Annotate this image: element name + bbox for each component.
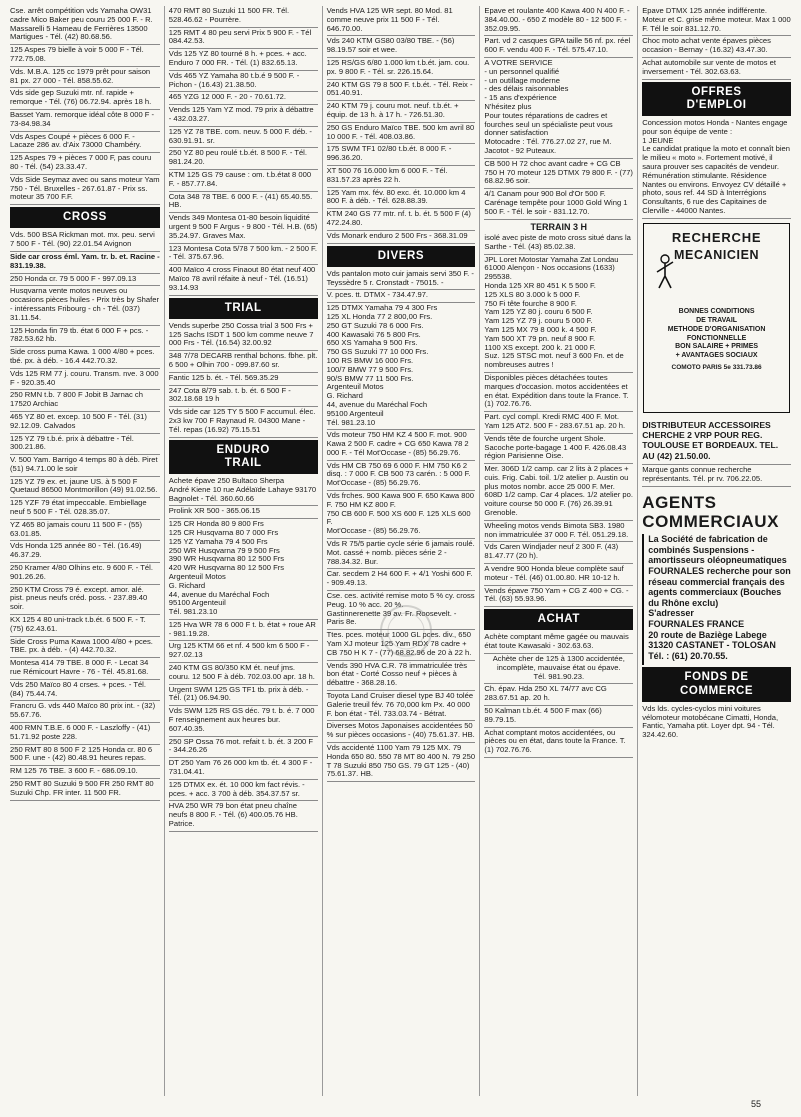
classified-ad: JPL Loret Motostar Yamaha Zat Londau 61000 Alençon - Nos occasions (1633) 295538. Honda 125 XR 80 451 K 5 500 F. 125 XLS 80 3.000 k 5 000 F. 750 Fi tête fourche 8 900 F. Yam 125 YZ 80 j. couru 6 500 F. Yam 125 YZ 79 j. couru 5 000 F. Yam 125 MX 79 8 000 k. 4 500 F. Yam 500 XT 79 pn. neuf 8 900 F. 1100 XS except. 200 k. 21 000 F. Suz. 125 STSC mot. neuf 3 600 Fn. et de nombreuses autres ! [484, 255, 633, 373]
mechanic-ad-phone: COMOTO PARIS 5e 331.73.86 [671, 363, 762, 371]
section-header: ENDURO TRAIL [169, 440, 318, 474]
classified-ad: Vends tête de fourche urgent Shole. Sacoche porte-bagage 1 400 F. 426.08.43 région Parisienne Oise. [484, 434, 633, 464]
classified-ad: Vends 390 HVA C.R. 78 immatriculée très bon état - Corté Cosso neuf + pièces à débattre - 368.28.16. [327, 661, 476, 691]
distributor-ad: DISTRIBUTEUR ACCESSOIRES CHERCHE 2 VRP POUR REG. TOULOUSE ET BORDEAUX. TEL. AU (42) 21.50.00. [642, 417, 791, 465]
classified-ad: 470 RMT 80 Suzuki 11 500 FR. Tél. 528.46.62 - Pourrère. [169, 6, 318, 28]
classified-ad: Urg 125 KTM 66 et nf. 4 500 km 6 500 F - 927.02.13 [169, 641, 318, 663]
classified-ad: 240 KTM 79 j. couru mot. neuf. t.b.ét. + équip. de 13 h. à 17 h. - 726.51.30. [327, 101, 476, 123]
classified-ad: KTM 125 GS 79 cause : om. t.b.état 8 000 F. - 857.77.84. [169, 170, 318, 192]
classified-ad: Cota 348 78 TBE. 6 000 F. - (41) 65.40.55. HB. [169, 192, 318, 214]
classified-ad: Vds Side Seymaz avec ou sans moteur Yam 750 - Tél. Bruxelles - 267.61.87 - Prix ss. moteur 35 700 F.F. [10, 175, 160, 205]
classified-ad: Achete épave 250 Bultaco Sherpa André Kiene 10 rue Adélaïde Lahaye 93170 Bagnolet - Tél. 360.60.66 [169, 476, 318, 506]
classified-ad: Vds HM CB 750 69 6 000 F. HM 750 K6 2 disq. : 7 000 F. CB 500 73 carén. : 5 000 F. Mot'Occase - (85) 56.29.76. [327, 461, 476, 491]
classified-ad: HVA 250 WR 79 bon état pneu chaîne neufs 8 800 F. - Tél. (6) 400.05.76 HB. Patrice. [169, 801, 318, 831]
column-1 [6, 6, 164, 1096]
classified-ad: 125 YZ 79 ex. et. jaune US. à 5 500 F Quetaud 86500 Montmorillon (49) 91.02.56. [10, 477, 160, 499]
classified-ad: Marque gants connue recherche représentants. Tél. pr rv. 706.22.05. [642, 465, 791, 487]
classified-ad: 400 Maïco 4 cross Finaout 80 état neuf 400 Maïco 78 avril réfaite à neuf - Tél. (16.51) 93.14.93 [169, 265, 318, 295]
classified-ad: Side car cross éml. Yam. tr. b. et. Racine - 831.19.38. [10, 252, 160, 274]
section-header: OFFRES D'EMPLOI [642, 82, 791, 116]
classified-ad: V. pces. tt. DTMX - 734.47.97. [327, 290, 476, 303]
classified-ad: 125 DTMX ex. ét. 10 000 km fact révis. - pces. + acc. 3 700 à déb. 354.37.57 sr. [169, 780, 318, 802]
classified-ad: Urgent SWM 125 GS TF1 tb. prix à déb. - Tél. (21) 06.94.90. [169, 685, 318, 707]
classified-ad: Toyota Land Cruiser diesel type BJ 40 tolée Galerie treuil fév. 76 70,000 km Px. 40 000 F. bon état - Tél. 733.03.74 - Bétrat. [327, 691, 476, 721]
classified-ad: 240 KTM GS 80/350 KM ét. neuf jms. couru. 12 500 F à déb. 702.03.00 apr. 18 h. [169, 663, 318, 685]
classified-ad: Cse. arrêt compétition vds Yamaha OW31 cadre Mico Baker peu couru 25 000 F. - R. Massarelli 5 Hameau de Ferrières 13500 Martigues - Tél. (42) 80.68.56. [10, 6, 160, 45]
mechanic-ad-title: RECHERCHE [671, 229, 762, 245]
classified-ad: KX 125 4 80 uni-track t.b.ét. 6 500 F. - T. (75) 62.43.61. [10, 615, 160, 637]
classified-ad: Choc moto achat vente épaves pièces occasion - Bernay - (16.32) 43.47.30. [642, 36, 791, 58]
classified-ad: 240 KTM GS 79 8 500 F. t.b.ét. - Tél. Reix - 051.40.91. [327, 80, 476, 102]
section-header: CROSS [10, 207, 160, 228]
classified-ad: Epave DTMX 125 année indifférente. Moteur et C. grise même moteur. Max 1 000 F. Tél le soir 831.12.70. [642, 6, 791, 36]
classified-ad: Vends épave 750 Yam + CG Z 400 + CG. - Tél. (63) 55.93.96. [484, 586, 633, 608]
page-number: 55 [750, 1099, 761, 1109]
mechanic-ad-box [643, 223, 790, 413]
classified-ad: 125 Honda fin 79 tb. état 6 000 F + pcs. - 782.53.62 hb. [10, 326, 160, 348]
classified-ad: Francru G. vds 440 Maïco 80 prix int. - (32) 55.67.76. [10, 701, 160, 723]
classified-ad: 125 Hva WR 78 6 000 F t. b. état + roue AR - 981.19.28. [169, 620, 318, 642]
agents-ad: La Société de fabrication de combinés Suspensions - amortisseurs oléopneumatiques FOURNALES recherche pour son réseau commercial français des agents commerciaux (Bouches du Rhône exclu) S'adresser FOURNALES FRANCE 20 route de Baziège Labege 31320 CASTANET - TOLOSAN Tél. : (61) 20.70.55. [642, 534, 791, 665]
column-5 [637, 6, 795, 1096]
classified-ad: 125 YZF 79 état impeccable. Embiellage neuf 5 500 F - Tél. 028.35.07. [10, 498, 160, 520]
classified-ad: 250 Honda cr. 79 5 000 F - 997.09.13 [10, 274, 160, 287]
classified-ad: Concession motos Honda - Nantes engage pour son équipe de vente : 1 JEUNE Le candidat pratique la moto et connaît bien le milieu « moto ». Fortement motivé, il saura prouver ses capacités de vendeur. Rémunération stimulante. Résidence Nantes ou environs. Envoyez CV détaillé + photo, sous ref. 44 SD à Interrégions Consultants, 6 rue des Capitaines de Clerville - 44000 Nantes. [642, 118, 791, 219]
classified-ad: Vds. M.B.A. 125 cc 1979 prêt pour saison 81 px. 27 000 - Tél. 858.55.62. [10, 67, 160, 89]
classified-ad: Vds Honda 125 année 80 - Tél. (16.49) 46.37.29. [10, 541, 160, 563]
classified-ad: Vds R 75/5 partie cycle série 6 jamais roulé. Mot. cassé + nomb. pièces série 2 - 788.34.32. Bur. [327, 539, 476, 569]
section-header: DIVERS [327, 246, 476, 267]
section-header: ACHAT [484, 609, 633, 630]
classified-ad: RM 125 76 TBE. 3 600 F. - 686.09.10. [10, 766, 160, 779]
classified-ad: Vends 125 Yam YZ mod. 79 prix à débattre - 432.03.27. [169, 105, 318, 127]
classified-ad: Vends superbe 250 Cossa trial 3 500 Frs + 125 Sachs ISDT 1 500 km comme neuve 7 000 Frs - Tél. (16.54) 32.00.92 [169, 321, 318, 351]
classified-ad: Vds 125 RM 77 j. couru. Transm. nve. 3 000 F - 920.35.40 [10, 369, 160, 391]
classified-ad: Achète comptant même gagée ou mauvais état toute Kawasaki - 302.63.63. [484, 632, 633, 654]
classified-ad: Vds Caren Windjader neuf 2 300 F. (43) 81.47.77 (20 h). [484, 542, 633, 564]
column-3 [322, 6, 480, 1096]
ad-heading: TERRAIN 3 H [530, 221, 588, 232]
classified-ad: 400 RMN T.B.E. 6 000 F. - Laszloffy - (41) 51.71.92 poste 228. [10, 723, 160, 745]
classified-ad: Side cross puma Kawa. 1 000 4/80 + pces. tbé. px. à déb. - 16.4 442.70.32. [10, 347, 160, 369]
classified-ad: Vds Monark enduro 2 500 Frs - 368.31.09 [327, 231, 476, 244]
classified-ad: Achat automobile sur vente de motos et inversement - Tél. 302.63.63. [642, 58, 791, 80]
classified-ad: 250 RMT 80 Suzuki 9 500 FR 250 RMT 80 Suzuki Chp. FR inter. 11 500 FR. [10, 779, 160, 801]
classified-ad: Prolink XR 500 - 365.06.15 [169, 506, 318, 519]
classified-ad: Wheeling motos vends Bimota SB3. 1980 non immatriculée 37 000 F. Tél. 051.29.18. [484, 521, 633, 543]
agents-header: AGENTS COMMERCIAUX [642, 492, 780, 532]
classified-ad: 125 Aspes 79 + pièces 7 000 F, pas couru 80 - Tél. (54) 23.33.47. [10, 153, 160, 175]
classified-ad: Part. cycl compl. Kredi RMC 400 F. Mot. Yam 125 AT2. 500 F - 283.67.51 ap. 20 h. [484, 412, 633, 434]
classified-ad: 125 RS/GS 6/80 1.000 km t.b.ét. jam. cou. px. 9 800 F. - Tél. sr. 226.15.64. [327, 58, 476, 80]
classified-ad: V. 500 Yam. Barrigo 4 temps 80 à déb. Piret (51) 94.71.00 le soir [10, 455, 160, 477]
mechanic-ad-body: BONNES CONDITIONS DE TRAVAIL METHODE D'ORGANISATION FONCTIONNELLE BON SALAIRE + PRIMES + AVANTAGES SOCIAUX [667, 308, 766, 360]
classified-ad: 125 YZ 78 TBE. com. neuv. 5 000 F. déb. - 630.91.91. sr. [169, 127, 318, 149]
classified-ad: 50 Kalman t.b.ét. 4 500 F max (66) 89.79.15. [484, 706, 633, 728]
classified-ad: 125 CR Honda 80 9 800 Frs 125 CR Husqvarna 80 7 000 Frs 125 YZ Yamaha 79 4 500 Frs 250 WR Husqvarna 79 9 500 Frs 390 WR Husqvarna 80 12 500 Frs 420 WR Husqvarna 80 12 500 Frs Argenteuil Motos G. Richard 44, avenue du Maréchal Foch 95100 Argenteuil Tél. 981.23.10 [169, 519, 318, 620]
classified-ad: 250 Kramer 4/80 Olhins etc. 9 600 F. - Tél. 901.26.26. [10, 563, 160, 585]
classified-ad: CB 500 H 72 choc avant cadre + CG CB 750 H 70 moteur 125 DTMX 79 800 F. - (77) 68.82.96 soir. [484, 159, 633, 189]
classified-ad: Epave et roulante 400 Kawa 400 N 400 F. - 384.40.00. - 650 Z modèle 80 - 12 500 F. - 352.09.95. [484, 6, 633, 36]
classified-ad: Fantic 125 b. ét. - Tél. 569.35.29 [169, 373, 318, 386]
classified-ad: Part. vd 2 casques GPA taille 56 nf. px. réel 600 F. vendu 400 F. - Tél. 575.47.10. [484, 36, 633, 58]
classified-ad: Vds side car 125 TY 5 500 F accumul. élec. 2x3 kw 700 F Raynaud R. 04300 Mane - Tél. repas (16.92) 75.15.51 [169, 407, 318, 437]
classified-ad: XT 500 76 16.000 km 6 000 F. - Tél. 831.57.23 après 22 h. [327, 166, 476, 188]
classified-ad: Vds 250 Maïco 80 4 crses. + pces. - Tél. (84) 75.44.74. [10, 680, 160, 702]
classified-ad: Basset Yam. remorque idéal côte 8 000 F - 73-84.98.34 [10, 110, 160, 132]
mechanic-ad-subtitle: MECANICIEN [674, 247, 760, 262]
classified-ad: 250 GS Enduro Maïco TBE. 500 km avril 80 10 000 F. - Tél. 408.03.86. [327, 123, 476, 145]
classified-ad: Vds moteur 750 HM KZ 4 500 F. mot. 900 Kawa 2 500 F. cadre + CG 650 Kawa 78 2 000 F. - Tél Mot'Occase - (85) 56.29.76. [327, 430, 476, 460]
classified-ad: Vds frches. 900 Kawa 900 F. 650 Kawa 800 F. 750 HM KZ 800 F. 750 CB 600 F. 500 XS 600 F. 125 XLS 600 F. Mot'Occase - (85) 56.29.76. [327, 491, 476, 539]
classified-ad: 123 Montesa Cota 5/78 7 500 km. - 2 500 F. - Tél. 375.67.96. [169, 244, 318, 266]
classified-ad: Montesa 414 79 TBE. 8 000 F. - Lecat 34 rue Rémicourt Havre - 76 - Tél. 45.81.68. [10, 658, 160, 680]
classified-ad: isolé avec piste de moto cross situé dans la Sarthe - Tél. (43) 85.02.38. [484, 233, 633, 255]
classified-ad: Side Cross Puma Kawa 1000 4/80 + pces. TBE. px. à déb. - (4) 442.70.32. [10, 637, 160, 659]
classified-ad: Vends HVA 125 WR sept. 80 Mod. 81 comme neuve prix 11 500 F - Tél. 646.70.00. [327, 6, 476, 36]
classified-ad: 250 YZ 80 peu roulé t.b.ét. 8 500 F. - Tél. 981.24.20. [169, 148, 318, 170]
classified-ad: KTM 240 GS 77 mtr. nf. t. b. ét. 5 500 F (4) 472.24.80. [327, 209, 476, 231]
classified-ad: Vds. 500 BSA Rickman mot. mx. peu. servi 7 500 F - Tél. (90) 22.01.54 Avignon [10, 230, 160, 252]
classified-ad: 250 SP Ossa 76 mot. refait t. b. ét. 3 200 F - 344.26.26 [169, 737, 318, 759]
classified-ad: Vds 125 YZ 80 tourné 8 h. + pces. + acc. Enduro 7 000 FR. - Tél. (1) 832.65.13. [169, 49, 318, 71]
classified-ad: Achète cher de 125 à 1300 accidentée, incomplète, mauvaise état ou épave. Tél. 981.90.23. [484, 654, 633, 684]
classified-ad: Vds side gep Suzuki mtr. nf. rapide + remorque - Tél. (76) 06.72.94. après 18 h. [10, 88, 160, 110]
classified-ad: Ch. épav. Hda 250 XL 74/77 avc CG 283.67.51 ap. 20 h. [484, 684, 633, 706]
classified-ad: Vds pantalon moto cuir jamais servi 350 F. - Teyssèdre 5 r. Cronstadt - 75015. - [327, 269, 476, 291]
classified-ad: 4/1 Canam pour 900 Bol d'Or 500 F. Carénage tempête pour 1000 Gold Wing 1 500 F. - Tél. le soir - 831.12.70. [484, 189, 633, 219]
classified-ad: 125 Aspes 79 bielle à voir 5 000 F - Tél. 772.75.08. [10, 45, 160, 67]
section-header: TRIAL [169, 298, 318, 319]
classified-ad: Vends 349 Montesa 01-80 besoin liquidité urgent 9 500 F Argus - 9 800 - Tél. H.B. (65) 35.24.97. Graves Max. [169, 213, 318, 243]
classified-ad: Ttes. pces. moteur 1000 GL pces. div., 650 Yam XJ moteur 125 Yam RDX 78 cadre + CB 750 H K 7 - (77) 68.82.96 de 20 à 22 h. [327, 630, 476, 660]
classified-ad: Vds 465 YZ Yamaha 80 t.b.é 9 500 F. - Pichon - (16.43) 21.38.50. [169, 71, 318, 93]
classified-ad: Vds accidenté 1100 Yam 79 125 MX. 79 Honda 650 80. 550 78 MT 80 400 N. 79 250 T 78 Suzuki 850 750 GS. 79 GT 125 - (40) 75.61.37. HB. [327, 743, 476, 782]
classified-ad: Mer. 306D 1/2 camp. car 2 lits à 2 places + cuis. Frig. Cabi. toil. 1/2 atelier p. Austin ou plus motos nombr. acce 25 000 F. Mer. 608D 1/2 camp. Car 4 places. 1/2 atelier po. voiture course 50 000 F. (76) 26.39.91 Grenoble. [484, 464, 633, 521]
classified-ad: A VOTRE SERVICE - un personnel qualifié - un outillage moderne - des délais raisonnables - 15 ans d'expérience N'hésitez plus Pour toutes réparations de cadres et fourches seul un spécialiste peut vous donner satisfaction Motocadre : Tél. 776.27.02 27, rue M. Jacotot - 92 Puteaux. [484, 58, 633, 159]
classifieds-page [6, 6, 795, 1096]
classified-ad: Vds lds. cycles-cyclos mini voitures vélomoteur motobécane Cimatti, Honda, Fantic, Yamaha ptit. Loyer dpt. 94 - Tél. 324.42.60. [642, 703, 779, 740]
classified-ad: 250 RMT 80 8 500 F 2 125 Honda cr. 80 6 500 F. une - (42) 80.48.91 heures repas. [10, 745, 160, 767]
classified-ad: 348 7/78 DECARB renthal bchons. fbhe. plt. 6 500 + Olhin 700 - 099.87.60 sr. [169, 351, 318, 373]
classified-ad: 250 RMN t.b. 7 800 F Jobit B Jarnac ch 17520 Archiac [10, 390, 160, 412]
classified-ad: DT 250 Yam 76 26 000 km tb. ét. 4 300 F - 731.04.41. [169, 758, 318, 780]
classified-ad: 465 YZ 80 et. excep. 10 500 F - Tél. (31) 92.12.09. Calvados [10, 412, 160, 434]
classified-ad: Achat comptant motos accidentées, ou pièces ou en état, dans toute la France. T. (1) 702.76.76. [484, 728, 633, 758]
classified-ad: 125 RMT 4 80 peu servi Prix 5 900 F. - Tél 084.42.53. [169, 28, 318, 50]
classified-ad: 125 Yam mx. fév. 80 exc. ét. 10.000 km 4 800 F. à déb. - Tél. 628.88.39. [327, 188, 476, 210]
classified-ad: 250 KTM Cross 79 é. except. amor. alé. pist. pneus neufs créd. poss. - 237.89.40 soir. [10, 585, 160, 615]
section-header: FONDS DE COMMERCE [642, 667, 791, 701]
classified-ad: A vendre 900 Honda bleue complète sauf moteur - Tél. (46) 01.00.80. HR 10-12 h. [484, 564, 633, 586]
classified-ad: 465 YZG 12 000 F. - 20 - 70.61.72. [169, 92, 318, 105]
classified-ad: Vds 240 KTM GS80 03/80 TBE. - (56) 98.19.57 soir et wee. [327, 36, 476, 58]
classified-ad: 125 DTMX Yamaha 79 4 300 Frs 125 XL Honda 77 2 800,00 Frs. 250 GT Suzuki 78 6 000 Frs. 400 Kawasaki 76 5 800 Frs. 650 XS Yamaha 9 500 Frs. 750 GS Suzuki 77 10 000 Frs. 100 RS BMW 16 000 Frs. 100/7 BMW 77 9 500 Frs. 90/S BMW 77 11 500 Frs. Argenteuil Motos G. Richard 44, avenue du Maréchal Foch 95100 Argenteuil Tél. 981.23.10 [327, 303, 476, 430]
classified-ad: Vds Aspes Coupé + pièces 6 000 F. - Lacaze 286 av. d'Aix 73000 Chambéry. [10, 132, 160, 154]
classified-ad: Cse. ces. activité remise moto 5 % cy. cross Peug. 10 % acc. 20 %. Gastinnerenette 39 av. Fr. Roosevelt. - Paris 8e. [327, 591, 476, 630]
classified-ad: Disponibles pièces détachées toutes marques d'occasion. motos accidentées et en état. Expédition dans toute la France. T. (1) 702.76.76. [484, 373, 633, 412]
column-2 [164, 6, 322, 1096]
classified-ad: Husqvarna vente motos neuves ou occasions pièces huiles - Prix très by Shafer - intéressants Fribourg - ch - Tél. (037) 31.11.54. [10, 286, 160, 325]
column-4 [479, 6, 637, 1096]
classified-ad: 175 SWM TF1 02/80 t.b.ét. 8 000 F. - 996.36.20. [327, 144, 476, 166]
classified-ad: 125 YZ 79 t.b.é. prix à débattre - Tél. 300.21.86. [10, 434, 160, 456]
classified-ad: Vds SWM 125 RS GS déc. 79 t. b. é. 7 000 F renseignement aux heures bur. 607.40.35. [169, 706, 318, 736]
mechanic-figure-icon [654, 254, 676, 290]
classified-ad: 247 Cota 8/79 sab. t. b. ét. 6 500 F - 302.18.68 19 h [169, 386, 318, 408]
classified-ad: Car. secdem 2 H4 600 F. + 4/1 Yoshi 600 F. - 909.49.13. [327, 569, 476, 591]
classified-ad: Diverses Motos Japonaises accidentées 50 % sur pièces occasions - (40) 75.61.37. HB. [327, 721, 476, 743]
classified-ad: YZ 465 80 jamais couru 11 500 F - (55) 63.01.85. [10, 520, 160, 542]
